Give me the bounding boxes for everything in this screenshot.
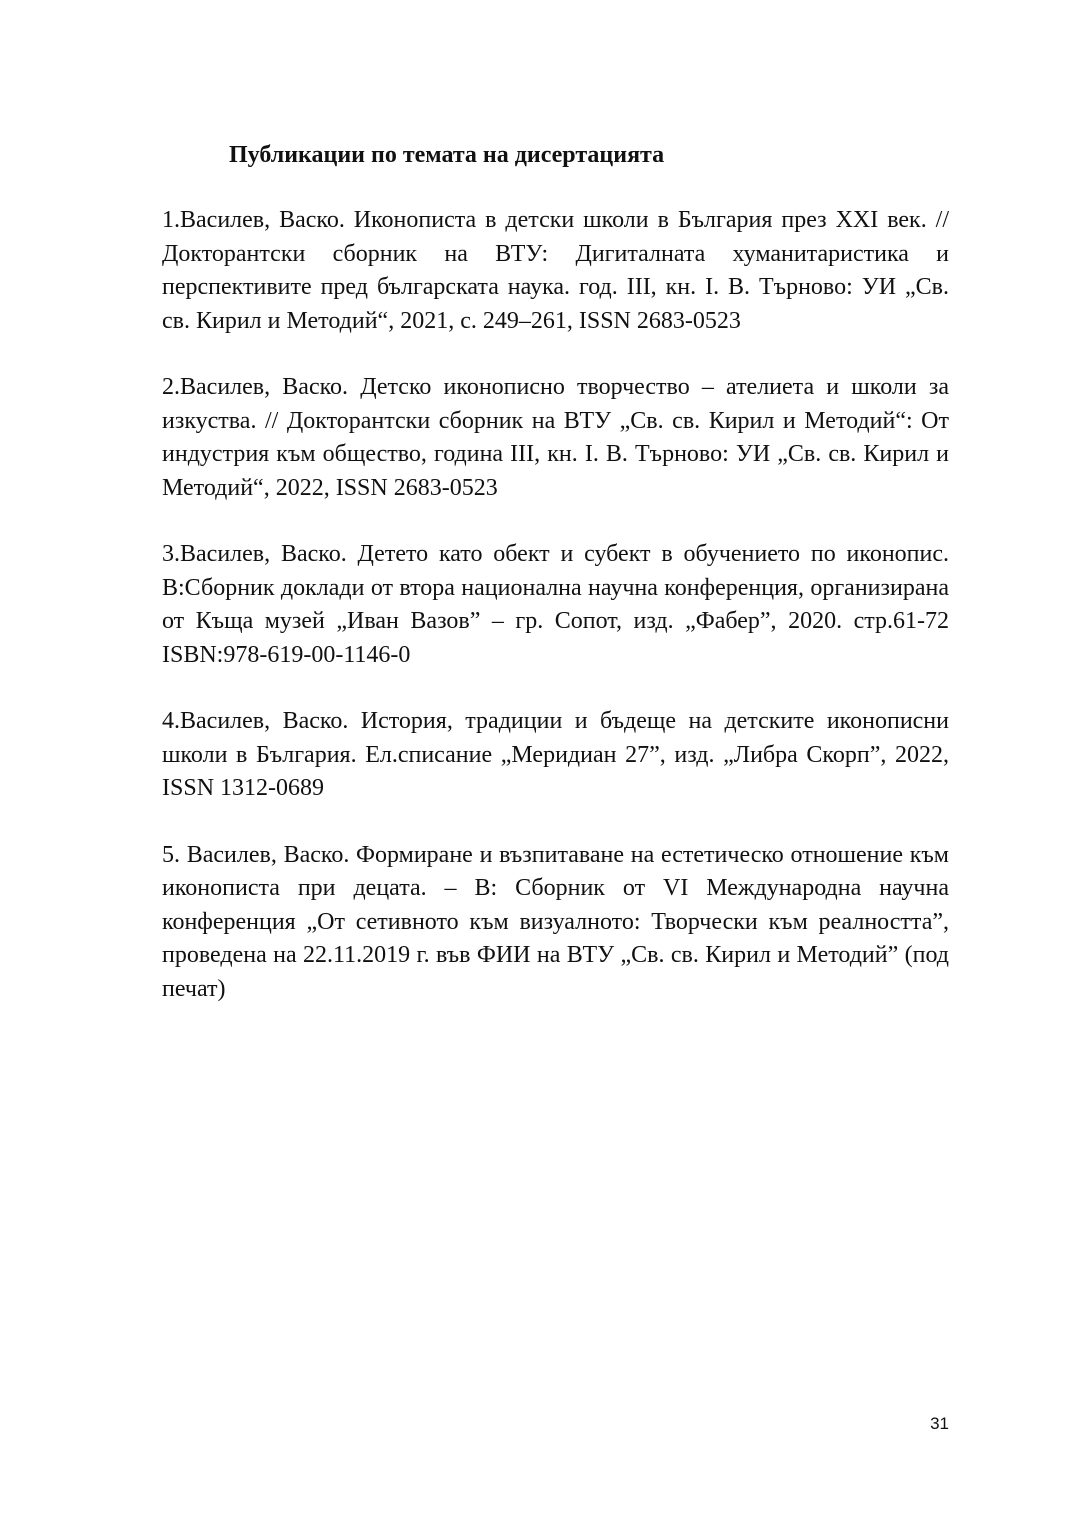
publication-list (162, 204, 949, 1039)
publication-entry-1: 1.Василев, Васко. Иконописта в детски школи в България през XXI век. // Докторантски сборник на ВТУ: Дигиталната хуманитаристика и перспективите пред българската наука. год. III, кн. I. В. Търново: УИ „Св. св. Кирил и Методий“, 2021, с. 249–261, ISSN 2683-0523 (162, 207, 949, 334)
publication-entry-5: 5. Василев, Васко. Формиране и възпитаване на естетическо отношение към иконописта при децата. – В: Сборник от VI Международна научна конференция „От сетивното към визуалното: Творчески към реалността”, проведена на 22.11.2019 г. във ФИИ на ВТУ „Св. св. Кирил и Методий” (под печат) (162, 841, 949, 1002)
page-number: 31 (930, 1414, 949, 1433)
publication-entry-2: 2.Василев, Васко. Детско иконописно творчество – ателиета и школи за изкуства. // Докторантски сборник на ВТУ „Св. св. Кирил и Методий“: От индустрия към общество, година III, кн. I. В. Търново: УИ „Св. св. Кирил и Методий“, 2022, ISSN 2683-0523 (162, 374, 950, 501)
section-heading: Публикации по темата на дисертацията (229, 142, 665, 168)
publication-entry-3: 3.Василев, Васко. Детето като обект и субект в обучението по иконопис. В:Сборник доклади от втора национална научна конференция, организирана от Къща музей „Иван Вазов” – гр. Сопот, изд. „Фабер”, 2020. стр.61-72 ISBN:978-619-00-1146-0 (162, 541, 949, 668)
publication-entry-4: 4.Василев, Васко. История, традиции и бъдеще на детските иконописни школи в България. Ел.списание „Меридиан 27”, изд. „Либра Скорп”, 2022, ISSN 1312-0689 (162, 708, 949, 801)
